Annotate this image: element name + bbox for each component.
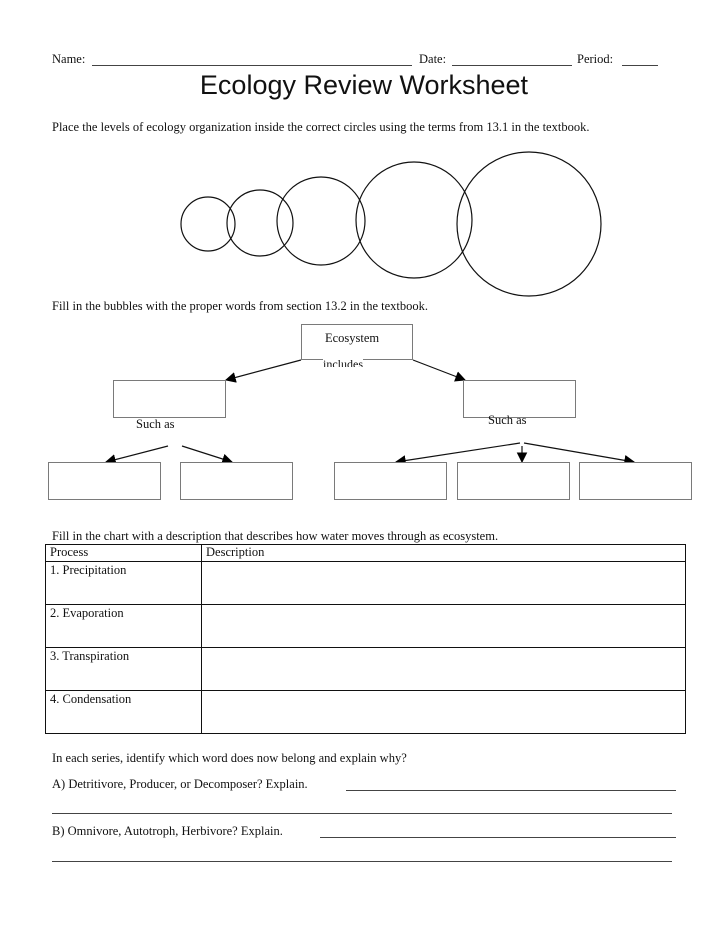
includes-label: includes [323,358,363,367]
water-cycle-table [45,544,686,734]
left-category-box[interactable] [113,380,226,418]
table-row [46,691,686,734]
arrow-left-1 [106,446,168,462]
description-cell[interactable] [202,691,686,734]
arrow-root-left [226,360,301,380]
section3-instruction: Fill in the chart with a description that describes how water moves through as ecosystem. [52,529,499,543]
name-label: Name: [52,52,86,66]
question-a: A) Detritivore, Producer, or Decomposer? Explain. [52,777,308,791]
right-example-box-2[interactable] [457,462,570,500]
question-b: B) Omnivore, Autotroph, Herbivore? Explain. [52,824,283,838]
right-example-box-3[interactable] [579,462,692,500]
section4-instruction: In each series, identify which word does now belong and explain why? [52,751,407,765]
process-header: Process [46,545,202,562]
section2-instruction: Fill in the bubbles with the proper words from section 13.2 in the textbook. [52,299,428,313]
table-row [46,605,686,648]
root-label: Ecosystem [325,331,380,345]
arrow-root-right [413,360,465,380]
description-cell[interactable] [202,648,686,691]
circle-level-3[interactable] [277,177,365,265]
table-row [46,562,686,605]
arrow-right-3 [524,443,634,462]
process-cell: 3. Transpiration [46,648,202,691]
period-label: Period: [577,52,614,66]
arrow-right-1 [396,443,520,462]
answer-a-line-1[interactable] [346,790,676,791]
circle-level-4[interactable] [356,162,472,278]
table-header-row [46,545,686,562]
description-cell[interactable] [202,562,686,605]
left-such-as-label: Such as [136,417,175,431]
process-cell: 2. Evaporation [46,605,202,648]
circle-level-2[interactable] [227,190,293,256]
answer-b-line-2[interactable] [52,861,672,862]
answer-a-line-2[interactable] [52,813,672,814]
process-cell: 1. Precipitation [46,562,202,605]
page-title: Ecology Review Worksheet [199,70,529,100]
description-header: Description [202,545,686,562]
answer-b-line-1[interactable] [320,837,676,838]
left-example-box-1[interactable] [48,462,161,500]
section1-instruction: Place the levels of ecology organization inside the correct circles using the terms from 13.1 in the textbook. [52,120,590,134]
left-example-box-2[interactable] [180,462,293,500]
circle-level-5[interactable] [457,152,601,296]
right-such-as-label: Such as [488,413,527,427]
date-label: Date: [419,52,447,66]
arrow-left-2 [182,446,232,462]
process-cell: 4. Condensation [46,691,202,734]
description-cell[interactable] [202,605,686,648]
table-row [46,648,686,691]
right-example-box-1[interactable] [334,462,447,500]
